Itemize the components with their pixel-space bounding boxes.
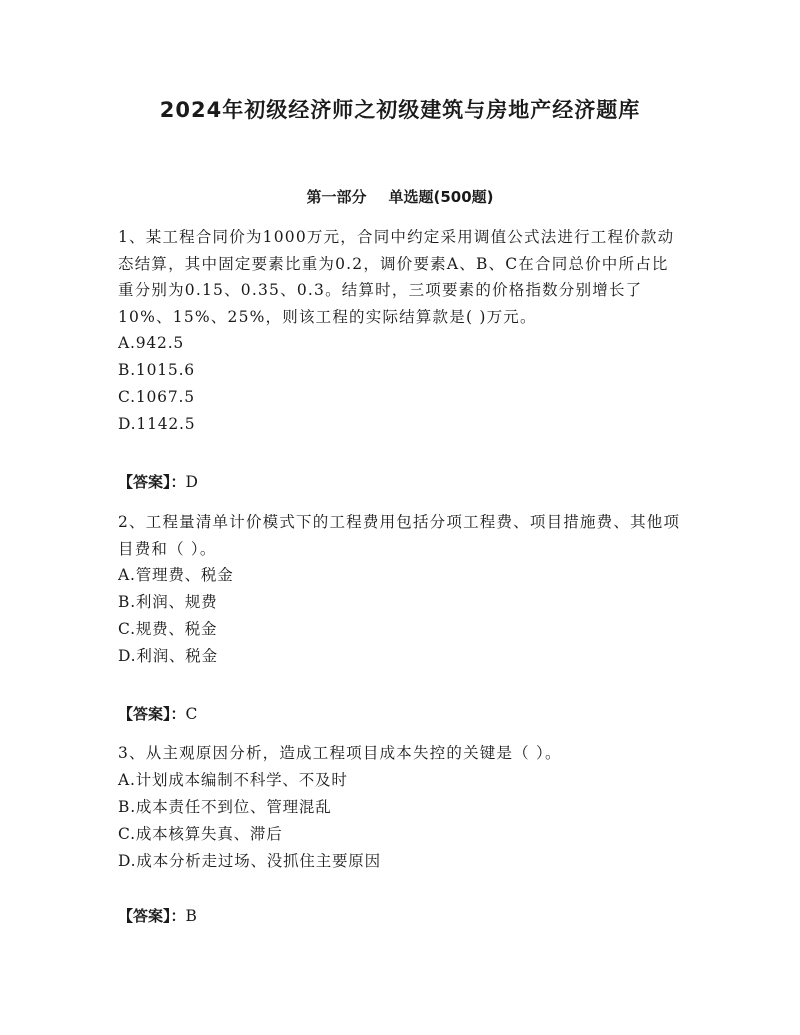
answer-value: B [185,907,197,925]
option-c: C.规费、税金 [118,620,218,639]
option-a: A.计划成本编制不科学、不及时 [118,770,348,789]
answer-label: 【答案】： [118,473,186,491]
section-heading [0,186,800,207]
option-a: A.942.5 [118,334,185,353]
answer-label: 【答案】： [118,705,186,723]
section-name: 单选题(500题) [388,188,494,206]
answer-value: D [185,473,198,491]
answer-3 [118,906,197,926]
question-stem: 1、某工程合同价为1000万元，合同中约定采用调值公式法进行工程价款动态结算，其中固定要素比重为0.2，调价要素A、B、C在合同总价中所占比重分别为0.15、0.35、0.3。结算时，三项要素的价格指数分别增长了10%、15%、25%，则该工程的实际结算款是( )万元。 [118,228,675,326]
option-d: D.1142.5 [118,415,196,434]
question-1 [118,224,683,438]
answer-value: C [185,705,198,723]
question-stem: 3、从主观原因分析，造成工程项目成本失控的关键是（ ）。 [118,744,562,762]
answer-label: 【答案】： [118,907,186,925]
option-d: D.利润、税金 [118,647,218,666]
answer-1 [118,472,198,492]
document-title: 2024年初级经济师之初级建筑与房地产经济题库 [159,98,641,122]
option-c: C.成本核算失真、滞后 [118,824,283,843]
option-b: B.利润、规费 [118,593,218,612]
option-a: A.管理费、税金 [118,566,234,585]
answer-2 [118,704,197,724]
option-b: B.1015.6 [118,361,195,380]
option-d: D.成本分析走过场、没抓住主要原因 [118,851,381,870]
question-2 [118,509,683,670]
question-3 [118,740,683,875]
option-c: C.1067.5 [118,388,195,407]
option-b: B.成本责任不到位、管理混乱 [118,797,332,816]
question-stem: 2、工程量清单计价模式下的工程费用包括分项工程费、项目措施费、其他项目费和（ ）。 [118,513,681,558]
section-part: 第一部分 [306,188,367,206]
